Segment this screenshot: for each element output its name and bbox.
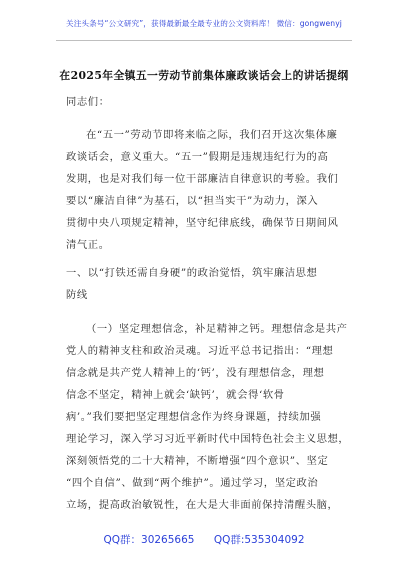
paragraph-line: 深刻领悟党的二十大精神，不断增强“四个意识”、坚定 [66,455,329,467]
document-title: 在2025年全镇五一劳动节前集体廉政谈话会上的讲话提纲 [59,69,349,82]
paragraph-line: 理论学习，深入学习习近平新时代中国特色社会主义思想， [66,433,350,445]
paragraph-line: 政谈话会，意义重大。“五一”假期是违规违纪行为的高 [66,151,329,163]
footer-qq-group-2: QQ群:535304092 [213,534,305,546]
section-heading-1 [66,262,352,306]
paragraph-line: 党人的精神支柱和政治灵魂。习近平总书记指出：“理想 [66,345,334,357]
paragraph-line: （一）坚定理想信念，补足精神之钙。理想信念是共产 [86,323,348,335]
header-banner: 关注头条号“公文研究”，获得最新最全最专业的公文资料库！ 微信：gongwenyj [66,19,342,28]
header-divider [56,40,352,41]
footer-qq-group-1: QQ群：30265665 [103,534,195,546]
paragraph-line: 在“五一”劳动节即将来临之际，我们召开这次集体廉 [86,129,338,141]
paragraph-line: “四个自信”、做到“两个维护”。通过学习，坚定政治 [66,477,319,489]
heading-line: 一、以“打铁还需自身硬”的政治觉悟，筑牢廉洁思想 [66,267,318,279]
salutation: 同志们： [66,96,110,108]
heading-line: 防线 [66,289,88,301]
paragraph-line: 要以“廉洁自律”为基石，以“担当实干”为动力，深入 [66,195,319,207]
footer-contacts [0,532,408,547]
paragraph-line: 信念不坚定，精神上就会‘缺钙’，就会得‘软骨 [66,389,285,401]
paragraph-ideals [66,318,352,516]
paragraph-line: 贯彻中央八项规定精神，坚守纪律底线，确保节日期间风 [66,217,339,229]
paragraph-intro [66,124,352,256]
paragraph-line: 清气正。 [66,239,110,251]
paragraph-line: 信念就是共产党人精神上的‘钙’，没有理想信念，理想 [66,367,325,379]
paragraph-line: 病’。”我们要把坚定理想信念作为终身课题，持续加强 [66,411,322,423]
paragraph-line: 发期，也是对我们每一位干部廉洁自律意识的考验。我们 [66,173,339,185]
paragraph-line: 立场，提高政治敏锐性，在大是大非面前保持清醒头脑， [66,499,339,511]
